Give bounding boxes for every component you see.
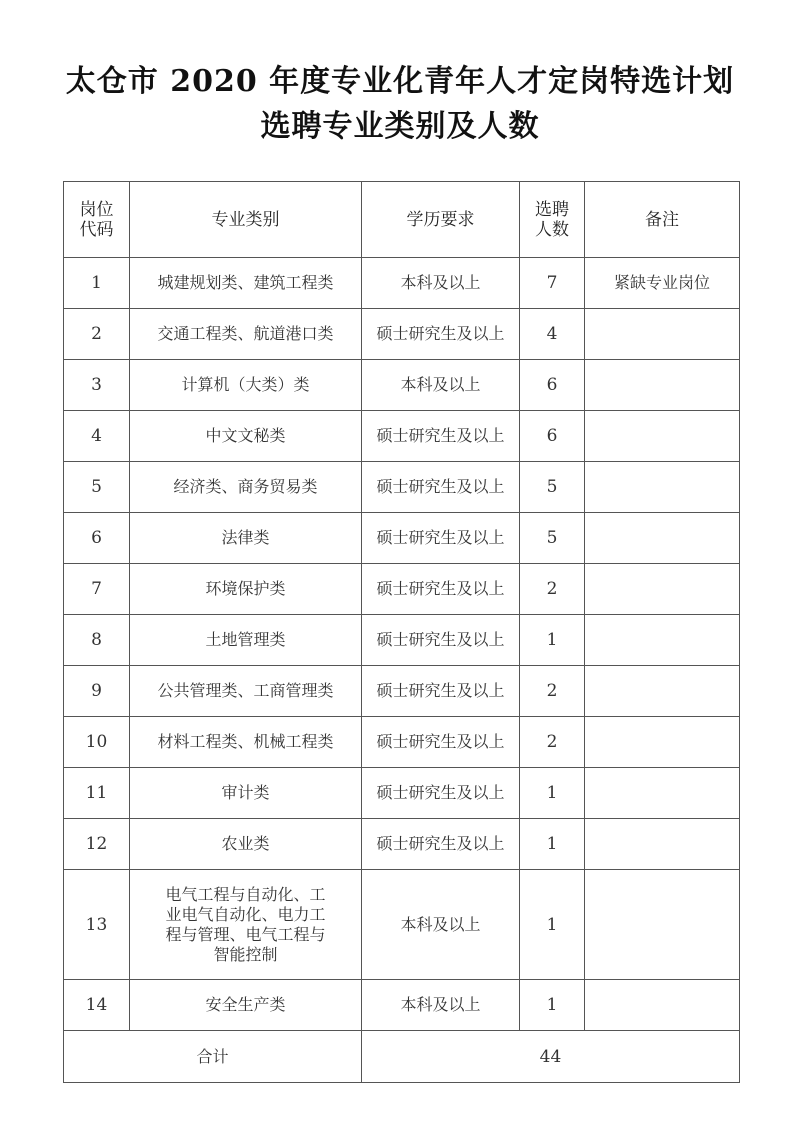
document-subtitle: 选聘专业类别及人数	[260, 109, 540, 144]
cell-count: 2	[520, 666, 585, 717]
table-row	[64, 666, 740, 717]
cell-count: 5	[520, 462, 585, 513]
cell-code: 7	[64, 564, 130, 615]
cell-code: 4	[64, 411, 130, 462]
cell-remark	[585, 564, 740, 615]
cell-code: 5	[64, 462, 130, 513]
cell-count: 4	[520, 309, 585, 360]
cell-count: 6	[520, 411, 585, 462]
cell-code: 6	[64, 513, 130, 564]
cell-count: 7	[520, 258, 585, 309]
table-row	[64, 870, 740, 980]
cell-education: 本科及以上	[362, 258, 520, 309]
cell-remark	[585, 309, 740, 360]
cell-remark	[585, 360, 740, 411]
cell-major: 城建规划类、建筑工程类	[130, 258, 362, 309]
cell-education: 硕士研究生及以上	[362, 462, 520, 513]
cell-education: 硕士研究生及以上	[362, 768, 520, 819]
cell-count: 6	[520, 360, 585, 411]
table-row	[64, 360, 740, 411]
recruitment-table	[63, 181, 740, 1083]
table-header-row	[64, 182, 740, 258]
cell-remark: 紧缺专业岗位	[585, 258, 740, 309]
cell-major: 经济类、商务贸易类	[130, 462, 362, 513]
cell-count: 1	[520, 768, 585, 819]
document-title: 太仓市 2020 年度专业化青年人才定岗特选计划	[65, 64, 735, 99]
cell-major	[130, 870, 362, 980]
cell-count: 1	[520, 615, 585, 666]
table-total-row	[64, 1031, 740, 1083]
cell-education: 硕士研究生及以上	[362, 513, 520, 564]
cell-education: 本科及以上	[362, 870, 520, 980]
table-row	[64, 717, 740, 768]
cell-count: 2	[520, 717, 585, 768]
header-count: 选聘 人数	[520, 182, 585, 258]
cell-major: 交通工程类、航道港口类	[130, 309, 362, 360]
table-row	[64, 980, 740, 1031]
table-row	[64, 513, 740, 564]
table-row	[64, 411, 740, 462]
table-row	[64, 309, 740, 360]
table-row	[64, 462, 740, 513]
cell-code: 14	[64, 980, 130, 1031]
cell-count: 1	[520, 819, 585, 870]
cell-education: 硕士研究生及以上	[362, 717, 520, 768]
cell-remark	[585, 615, 740, 666]
total-label: 合计	[64, 1031, 362, 1083]
cell-remark	[585, 768, 740, 819]
header-education: 学历要求	[362, 182, 520, 258]
cell-major-line: 电气工程与自动化、工	[165, 884, 326, 904]
cell-remark	[585, 411, 740, 462]
cell-code: 1	[64, 258, 130, 309]
cell-major: 材料工程类、机械工程类	[130, 717, 362, 768]
table-row	[64, 819, 740, 870]
cell-code: 12	[64, 819, 130, 870]
cell-count: 2	[520, 564, 585, 615]
cell-education: 本科及以上	[362, 360, 520, 411]
cell-education: 硕士研究生及以上	[362, 564, 520, 615]
cell-count: 1	[520, 870, 585, 980]
cell-education: 本科及以上	[362, 980, 520, 1031]
cell-major-line: 智能控制	[213, 944, 278, 964]
cell-major: 法律类	[130, 513, 362, 564]
cell-major-line: 业电气自动化、电力工	[165, 904, 326, 924]
total-value: 44	[362, 1031, 740, 1083]
cell-major: 公共管理类、工商管理类	[130, 666, 362, 717]
cell-code: 13	[64, 870, 130, 980]
cell-count: 1	[520, 980, 585, 1031]
header-remark: 备注	[585, 182, 740, 258]
cell-education: 硕士研究生及以上	[362, 666, 520, 717]
table-row	[64, 768, 740, 819]
cell-code: 2	[64, 309, 130, 360]
cell-remark	[585, 666, 740, 717]
cell-code: 9	[64, 666, 130, 717]
table-row	[64, 615, 740, 666]
cell-major: 中文文秘类	[130, 411, 362, 462]
cell-code: 3	[64, 360, 130, 411]
cell-major: 安全生产类	[130, 980, 362, 1031]
cell-major-line: 程与管理、电气工程与	[165, 924, 326, 944]
cell-education: 硕士研究生及以上	[362, 615, 520, 666]
cell-major: 计算机（大类）类	[130, 360, 362, 411]
cell-education: 硕士研究生及以上	[362, 309, 520, 360]
cell-code: 10	[64, 717, 130, 768]
cell-code: 8	[64, 615, 130, 666]
cell-major: 土地管理类	[130, 615, 362, 666]
table-row	[64, 564, 740, 615]
cell-code: 11	[64, 768, 130, 819]
cell-education: 硕士研究生及以上	[362, 819, 520, 870]
table-row	[64, 258, 740, 309]
cell-count: 5	[520, 513, 585, 564]
cell-major: 农业类	[130, 819, 362, 870]
cell-remark	[585, 870, 740, 980]
cell-remark	[585, 513, 740, 564]
cell-remark	[585, 717, 740, 768]
header-position-code: 岗位 代码	[64, 182, 130, 258]
cell-major: 审计类	[130, 768, 362, 819]
cell-education: 硕士研究生及以上	[362, 411, 520, 462]
header-major: 专业类别	[130, 182, 362, 258]
cell-major: 环境保护类	[130, 564, 362, 615]
cell-remark	[585, 462, 740, 513]
cell-remark	[585, 980, 740, 1031]
cell-remark	[585, 819, 740, 870]
